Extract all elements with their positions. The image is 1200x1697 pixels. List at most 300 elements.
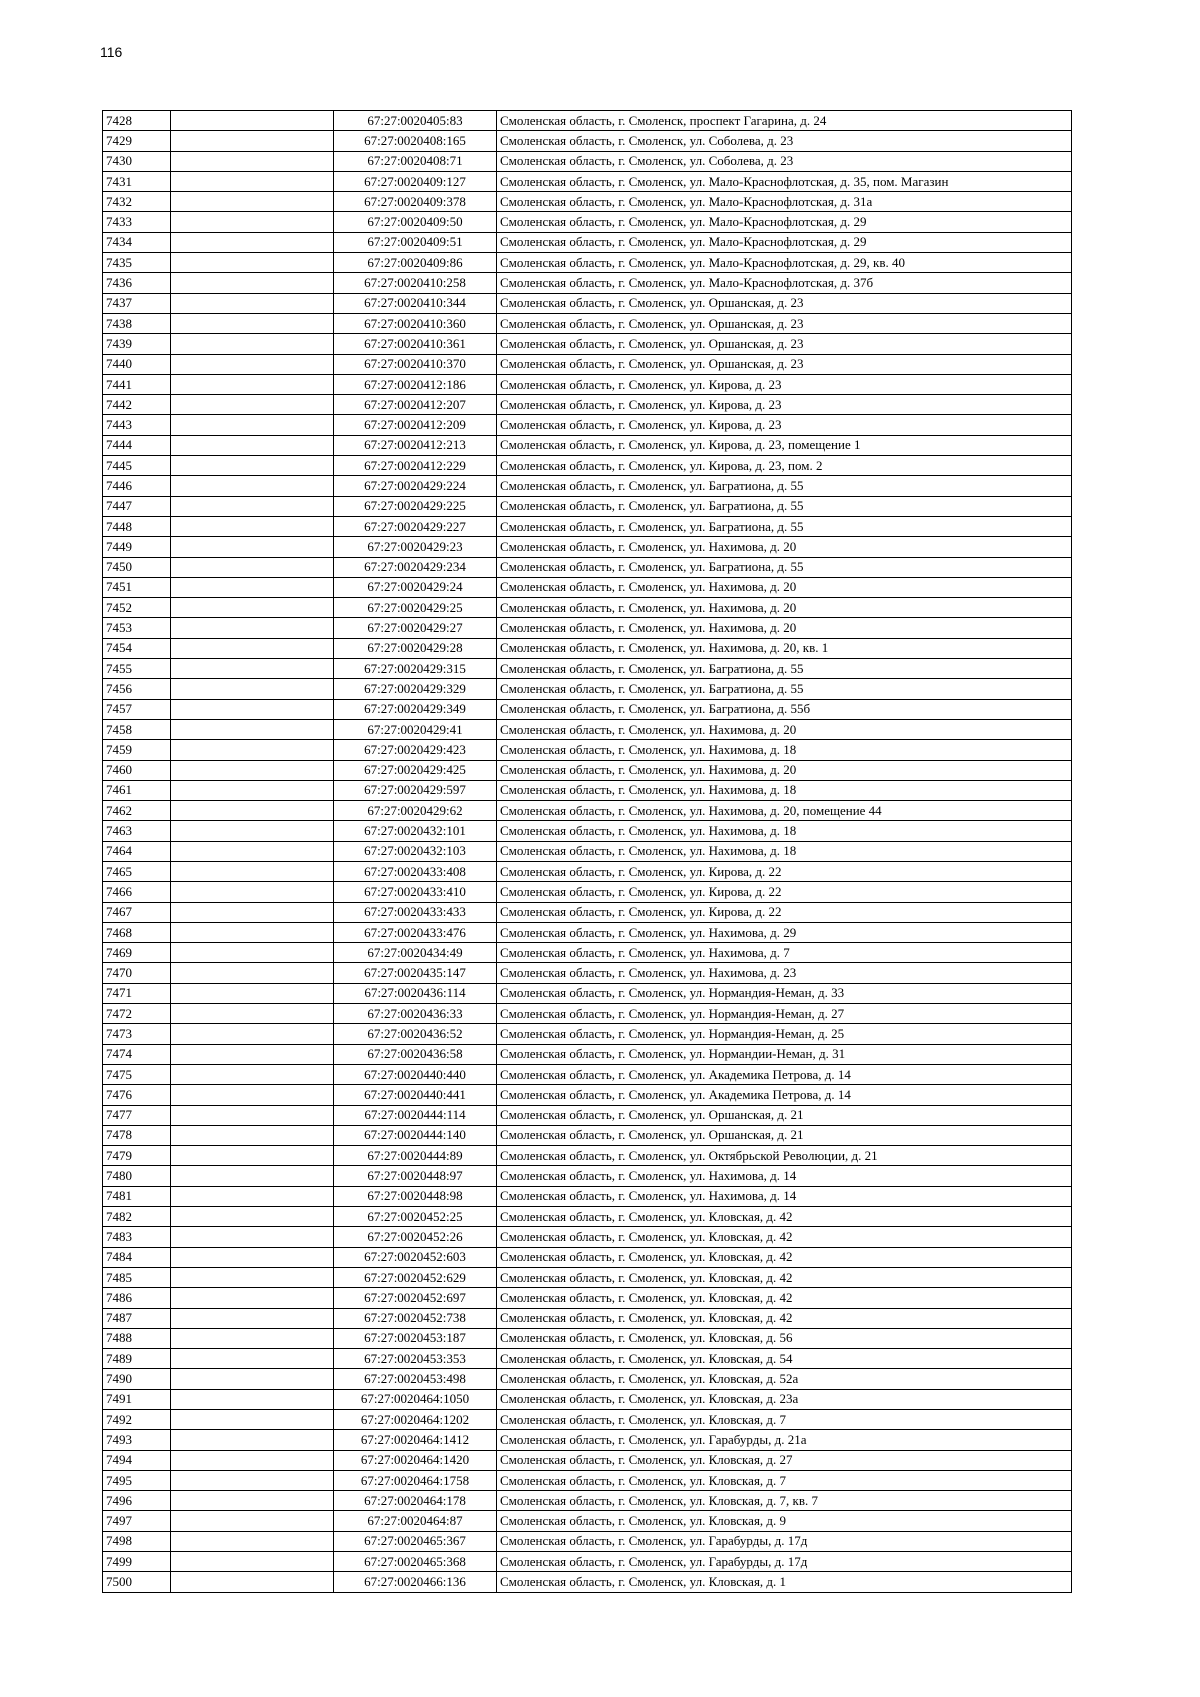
table-row [103, 273, 1072, 293]
blank-cell [171, 293, 334, 313]
table-row [103, 1531, 1072, 1551]
address-cell: Смоленская область, г. Смоленск, ул. Нахимова, д. 20 [497, 760, 1072, 780]
row-number-cell: 7500 [103, 1572, 171, 1592]
table-row [103, 1511, 1072, 1531]
address-cell: Смоленская область, г. Смоленск, ул. Нахимова, д. 20, помещение 44 [497, 801, 1072, 821]
blank-cell [171, 699, 334, 719]
address-cell: Смоленская область, г. Смоленск, ул. Нахимова, д. 20 [497, 618, 1072, 638]
address-cell: Смоленская область, г. Смоленск, ул. Кловская, д. 7 [497, 1410, 1072, 1430]
blank-cell [171, 212, 334, 232]
blank-cell [171, 760, 334, 780]
blank-cell [171, 1288, 334, 1308]
address-cell: Смоленская область, г. Смоленск, ул. Кирова, д. 22 [497, 902, 1072, 922]
row-number-cell: 7466 [103, 882, 171, 902]
address-cell: Смоленская область, г. Смоленск, ул. Багратиона, д. 55 [497, 659, 1072, 679]
cadastral-number-cell: 67:27:0020429:425 [334, 760, 497, 780]
cadastral-number-cell: 67:27:0020405:83 [334, 111, 497, 131]
address-cell: Смоленская область, г. Смоленск, ул. Нахимова, д. 14 [497, 1186, 1072, 1206]
address-cell: Смоленская область, г. Смоленск, ул. Нахимова, д. 20 [497, 537, 1072, 557]
cadastral-number-cell: 67:27:0020464:1412 [334, 1430, 497, 1450]
row-number-cell: 7443 [103, 415, 171, 435]
cadastral-number-cell: 67:27:0020453:187 [334, 1328, 497, 1348]
table-row [103, 1572, 1072, 1592]
address-cell: Смоленская область, г. Смоленск, ул. Нахимова, д. 29 [497, 922, 1072, 942]
table-row [103, 1125, 1072, 1145]
table-row [103, 1166, 1072, 1186]
row-number-cell: 7460 [103, 760, 171, 780]
row-number-cell: 7428 [103, 111, 171, 131]
address-cell: Смоленская область, г. Смоленск, проспект Гагарина, д. 24 [497, 111, 1072, 131]
table-row [103, 983, 1072, 1003]
cadastral-number-cell: 67:27:0020429:234 [334, 557, 497, 577]
address-cell: Смоленская область, г. Смоленск, ул. Мало-Краснофлотская, д. 29, кв. 40 [497, 253, 1072, 273]
address-cell: Смоленская область, г. Смоленск, ул. Кловская, д. 7, кв. 7 [497, 1491, 1072, 1511]
cadastral-number-cell: 67:27:0020440:440 [334, 1064, 497, 1084]
cadastral-number-cell: 67:27:0020432:101 [334, 821, 497, 841]
blank-cell [171, 253, 334, 273]
row-number-cell: 7441 [103, 374, 171, 394]
cadastral-number-cell: 67:27:0020429:27 [334, 618, 497, 638]
table-row [103, 943, 1072, 963]
table-row [103, 131, 1072, 151]
row-number-cell: 7497 [103, 1511, 171, 1531]
blank-cell [171, 1267, 334, 1287]
row-number-cell: 7485 [103, 1267, 171, 1287]
address-cell: Смоленская область, г. Смоленск, ул. Нормандия-Неман, д. 33 [497, 983, 1072, 1003]
table-row [103, 1470, 1072, 1490]
row-number-cell: 7448 [103, 516, 171, 536]
table-row [103, 1085, 1072, 1105]
table-row [103, 1064, 1072, 1084]
row-number-cell: 7439 [103, 334, 171, 354]
table-row [103, 861, 1072, 881]
address-cell: Смоленская область, г. Смоленск, ул. Соболева, д. 23 [497, 151, 1072, 171]
blank-cell [171, 415, 334, 435]
table-row [103, 557, 1072, 577]
address-cell: Смоленская область, г. Смоленск, ул. Октябрьской Революции, д. 21 [497, 1146, 1072, 1166]
table-row [103, 1450, 1072, 1470]
table-row [103, 963, 1072, 983]
cadastral-number-cell: 67:27:0020410:360 [334, 313, 497, 333]
blank-cell [171, 1125, 334, 1145]
cadastral-number-cell: 67:27:0020464:1050 [334, 1389, 497, 1409]
cadastral-number-cell: 67:27:0020452:629 [334, 1267, 497, 1287]
row-number-cell: 7429 [103, 131, 171, 151]
blank-cell [171, 1207, 334, 1227]
cadastral-number-cell: 67:27:0020412:207 [334, 395, 497, 415]
blank-cell [171, 435, 334, 455]
row-number-cell: 7470 [103, 963, 171, 983]
table-row [103, 537, 1072, 557]
table-row [103, 1227, 1072, 1247]
table-row [103, 516, 1072, 536]
row-number-cell: 7453 [103, 618, 171, 638]
table-row [103, 699, 1072, 719]
table-row [103, 882, 1072, 902]
blank-cell [171, 659, 334, 679]
cadastral-number-cell: 67:27:0020429:62 [334, 801, 497, 821]
blank-cell [171, 780, 334, 800]
cadastral-number-cell: 67:27:0020429:23 [334, 537, 497, 557]
row-number-cell: 7478 [103, 1125, 171, 1145]
blank-cell [171, 1105, 334, 1125]
row-number-cell: 7469 [103, 943, 171, 963]
row-number-cell: 7486 [103, 1288, 171, 1308]
row-number-cell: 7454 [103, 638, 171, 658]
table-row [103, 1491, 1072, 1511]
address-cell: Смоленская область, г. Смоленск, ул. Багратиона, д. 55 [497, 496, 1072, 516]
blank-cell [171, 1186, 334, 1206]
address-cell: Смоленская область, г. Смоленск, ул. Нормандия-Неман, д. 25 [497, 1024, 1072, 1044]
cadastral-number-cell: 67:27:0020409:51 [334, 232, 497, 252]
table-row [103, 1410, 1072, 1430]
address-cell: Смоленская область, г. Смоленск, ул. Оршанская, д. 23 [497, 293, 1072, 313]
page-number: 116 [100, 44, 123, 60]
table-row [103, 780, 1072, 800]
address-cell: Смоленская область, г. Смоленск, ул. Кловская, д. 23а [497, 1389, 1072, 1409]
blank-cell [171, 1085, 334, 1105]
blank-cell [171, 1531, 334, 1551]
address-cell: Смоленская область, г. Смоленск, ул. Кирова, д. 23, пом. 2 [497, 456, 1072, 476]
blank-cell [171, 922, 334, 942]
blank-cell [171, 983, 334, 1003]
blank-cell [171, 456, 334, 476]
row-number-cell: 7440 [103, 354, 171, 374]
row-number-cell: 7483 [103, 1227, 171, 1247]
blank-cell [171, 801, 334, 821]
table-row [103, 659, 1072, 679]
table-row [103, 476, 1072, 496]
cadastral-number-cell: 67:27:0020409:127 [334, 171, 497, 191]
table-row [103, 1288, 1072, 1308]
cadastral-number-cell: 67:27:0020433:408 [334, 861, 497, 881]
row-number-cell: 7432 [103, 192, 171, 212]
blank-cell [171, 476, 334, 496]
address-cell: Смоленская область, г. Смоленск, ул. Нахимова, д. 20, кв. 1 [497, 638, 1072, 658]
cadastral-number-cell: 67:27:0020452:738 [334, 1308, 497, 1328]
blank-cell [171, 1024, 334, 1044]
row-number-cell: 7465 [103, 861, 171, 881]
cadastral-number-cell: 67:27:0020465:367 [334, 1531, 497, 1551]
table-row [103, 638, 1072, 658]
table-row [103, 253, 1072, 273]
blank-cell [171, 943, 334, 963]
address-cell: Смоленская область, г. Смоленск, ул. Оршанская, д. 21 [497, 1105, 1072, 1125]
table-row [103, 111, 1072, 131]
cadastral-number-cell: 67:27:0020433:410 [334, 882, 497, 902]
row-number-cell: 7464 [103, 841, 171, 861]
address-cell: Смоленская область, г. Смоленск, ул. Нахимова, д. 20 [497, 719, 1072, 739]
address-cell: Смоленская область, г. Смоленск, ул. Мало-Краснофлотская, д. 37б [497, 273, 1072, 293]
row-number-cell: 7475 [103, 1064, 171, 1084]
table-row [103, 922, 1072, 942]
cadastral-number-cell: 67:27:0020436:33 [334, 1004, 497, 1024]
table-row [103, 841, 1072, 861]
address-cell: Смоленская область, г. Смоленск, ул. Кловская, д. 42 [497, 1207, 1072, 1227]
row-number-cell: 7434 [103, 232, 171, 252]
address-cell: Смоленская область, г. Смоленск, ул. Кловская, д. 42 [497, 1227, 1072, 1247]
address-cell: Смоленская область, г. Смоленск, ул. Кловская, д. 42 [497, 1288, 1072, 1308]
row-number-cell: 7451 [103, 577, 171, 597]
blank-cell [171, 232, 334, 252]
cadastral-number-cell: 67:27:0020429:41 [334, 719, 497, 739]
address-cell: Смоленская область, г. Смоленск, ул. Нахимова, д. 20 [497, 598, 1072, 618]
table-row [103, 232, 1072, 252]
address-cell: Смоленская область, г. Смоленск, ул. Кирова, д. 22 [497, 861, 1072, 881]
address-cell: Смоленская область, г. Смоленск, ул. Гарабурды, д. 17д [497, 1552, 1072, 1572]
blank-cell [171, 1146, 334, 1166]
table-row [103, 395, 1072, 415]
table-row [103, 1024, 1072, 1044]
blank-cell [171, 719, 334, 739]
cadastral-number-cell: 67:27:0020464:1202 [334, 1410, 497, 1430]
address-cell: Смоленская область, г. Смоленск, ул. Академика Петрова, д. 14 [497, 1085, 1072, 1105]
cadastral-number-cell: 67:27:0020429:349 [334, 699, 497, 719]
blank-cell [171, 516, 334, 536]
row-number-cell: 7499 [103, 1552, 171, 1572]
address-cell: Смоленская область, г. Смоленск, ул. Багратиона, д. 55 [497, 557, 1072, 577]
address-cell: Смоленская область, г. Смоленск, ул. Багратиона, д. 55 [497, 679, 1072, 699]
address-cell: Смоленская область, г. Смоленск, ул. Соболева, д. 23 [497, 131, 1072, 151]
blank-cell [171, 902, 334, 922]
address-cell: Смоленская область, г. Смоленск, ул. Кловская, д. 56 [497, 1328, 1072, 1348]
blank-cell [171, 131, 334, 151]
row-number-cell: 7488 [103, 1328, 171, 1348]
address-cell: Смоленская область, г. Смоленск, ул. Нахимова, д. 14 [497, 1166, 1072, 1186]
address-cell: Смоленская область, г. Смоленск, ул. Оршанская, д. 23 [497, 354, 1072, 374]
blank-cell [171, 1328, 334, 1348]
table-row [103, 1349, 1072, 1369]
row-number-cell: 7455 [103, 659, 171, 679]
table-row [103, 293, 1072, 313]
property-registry-table [102, 110, 1072, 1593]
row-number-cell: 7436 [103, 273, 171, 293]
row-number-cell: 7493 [103, 1430, 171, 1450]
blank-cell [171, 1511, 334, 1531]
row-number-cell: 7452 [103, 598, 171, 618]
cadastral-number-cell: 67:27:0020409:378 [334, 192, 497, 212]
row-number-cell: 7433 [103, 212, 171, 232]
blank-cell [171, 1308, 334, 1328]
cadastral-number-cell: 67:27:0020410:361 [334, 334, 497, 354]
row-number-cell: 7449 [103, 537, 171, 557]
cadastral-number-cell: 67:27:0020429:423 [334, 740, 497, 760]
blank-cell [171, 1450, 334, 1470]
blank-cell [171, 334, 334, 354]
address-cell: Смоленская область, г. Смоленск, ул. Кирова, д. 22 [497, 882, 1072, 902]
cadastral-number-cell: 67:27:0020436:114 [334, 983, 497, 1003]
row-number-cell: 7479 [103, 1146, 171, 1166]
cadastral-number-cell: 67:27:0020408:71 [334, 151, 497, 171]
table-row [103, 1186, 1072, 1206]
address-cell: Смоленская область, г. Смоленск, ул. Кловская, д. 52а [497, 1369, 1072, 1389]
row-number-cell: 7456 [103, 679, 171, 699]
address-cell: Смоленская область, г. Смоленск, ул. Нахимова, д. 18 [497, 740, 1072, 760]
row-number-cell: 7468 [103, 922, 171, 942]
table-row [103, 374, 1072, 394]
cadastral-number-cell: 67:27:0020409:50 [334, 212, 497, 232]
blank-cell [171, 618, 334, 638]
table-row [103, 151, 1072, 171]
table-row [103, 801, 1072, 821]
cadastral-number-cell: 67:27:0020440:441 [334, 1085, 497, 1105]
row-number-cell: 7484 [103, 1247, 171, 1267]
address-cell: Смоленская область, г. Смоленск, ул. Багратиона, д. 55б [497, 699, 1072, 719]
address-cell: Смоленская область, г. Смоленск, ул. Кловская, д. 27 [497, 1450, 1072, 1470]
cadastral-number-cell: 67:27:0020448:97 [334, 1166, 497, 1186]
cadastral-number-cell: 67:27:0020410:258 [334, 273, 497, 293]
cadastral-number-cell: 67:27:0020412:186 [334, 374, 497, 394]
blank-cell [171, 1044, 334, 1064]
address-cell: Смоленская область, г. Смоленск, ул. Оршанская, д. 21 [497, 1125, 1072, 1145]
address-cell: Смоленская область, г. Смоленск, ул. Мало-Краснофлотская, д. 29 [497, 212, 1072, 232]
table-row [103, 1207, 1072, 1227]
address-cell: Смоленская область, г. Смоленск, ул. Кловская, д. 54 [497, 1349, 1072, 1369]
table-row [103, 1369, 1072, 1389]
address-cell: Смоленская область, г. Смоленск, ул. Нормандии-Неман, д. 31 [497, 1044, 1072, 1064]
address-cell: Смоленская область, г. Смоленск, ул. Кловская, д. 42 [497, 1247, 1072, 1267]
table-row [103, 171, 1072, 191]
cadastral-number-cell: 67:27:0020452:697 [334, 1288, 497, 1308]
address-cell: Смоленская область, г. Смоленск, ул. Нахимова, д. 18 [497, 780, 1072, 800]
blank-cell [171, 1572, 334, 1592]
blank-cell [171, 111, 334, 131]
row-number-cell: 7435 [103, 253, 171, 273]
row-number-cell: 7446 [103, 476, 171, 496]
table-row [103, 1308, 1072, 1328]
table-row [103, 618, 1072, 638]
blank-cell [171, 171, 334, 191]
address-cell: Смоленская область, г. Смоленск, ул. Оршанская, д. 23 [497, 334, 1072, 354]
table-row [103, 598, 1072, 618]
blank-cell [171, 638, 334, 658]
blank-cell [171, 1410, 334, 1430]
row-number-cell: 7477 [103, 1105, 171, 1125]
cadastral-number-cell: 67:27:0020433:476 [334, 922, 497, 942]
cadastral-number-cell: 67:27:0020429:597 [334, 780, 497, 800]
row-number-cell: 7444 [103, 435, 171, 455]
address-cell: Смоленская область, г. Смоленск, ул. Багратиона, д. 55 [497, 476, 1072, 496]
blank-cell [171, 1004, 334, 1024]
address-cell: Смоленская область, г. Смоленск, ул. Гарабурды, д. 21а [497, 1430, 1072, 1450]
cadastral-number-cell: 67:27:0020436:52 [334, 1024, 497, 1044]
blank-cell [171, 1369, 334, 1389]
address-cell: Смоленская область, г. Смоленск, ул. Нормандия-Неман, д. 27 [497, 1004, 1072, 1024]
blank-cell [171, 557, 334, 577]
row-number-cell: 7489 [103, 1349, 171, 1369]
row-number-cell: 7473 [103, 1024, 171, 1044]
row-number-cell: 7431 [103, 171, 171, 191]
row-number-cell: 7450 [103, 557, 171, 577]
table-row [103, 1146, 1072, 1166]
table-row [103, 821, 1072, 841]
blank-cell [171, 861, 334, 881]
blank-cell [171, 841, 334, 861]
table-row [103, 1328, 1072, 1348]
cadastral-number-cell: 67:27:0020429:315 [334, 659, 497, 679]
table-row [103, 456, 1072, 476]
cadastral-number-cell: 67:27:0020410:344 [334, 293, 497, 313]
cadastral-number-cell: 67:27:0020453:353 [334, 1349, 497, 1369]
blank-cell [171, 1389, 334, 1409]
blank-cell [171, 1470, 334, 1490]
table-row [103, 679, 1072, 699]
blank-cell [171, 1552, 334, 1572]
cadastral-number-cell: 67:27:0020412:209 [334, 415, 497, 435]
table-row [103, 1044, 1072, 1064]
cadastral-number-cell: 67:27:0020436:58 [334, 1044, 497, 1064]
address-cell: Смоленская область, г. Смоленск, ул. Нахимова, д. 7 [497, 943, 1072, 963]
row-number-cell: 7442 [103, 395, 171, 415]
blank-cell [171, 192, 334, 212]
table-row [103, 334, 1072, 354]
table-row [103, 1105, 1072, 1125]
table-row [103, 1247, 1072, 1267]
row-number-cell: 7482 [103, 1207, 171, 1227]
cadastral-number-cell: 67:27:0020444:89 [334, 1146, 497, 1166]
table-row [103, 1430, 1072, 1450]
table-row [103, 496, 1072, 516]
cadastral-number-cell: 67:27:0020444:140 [334, 1125, 497, 1145]
table-row [103, 740, 1072, 760]
cadastral-number-cell: 67:27:0020464:1758 [334, 1470, 497, 1490]
blank-cell [171, 1491, 334, 1511]
table-row [103, 1552, 1072, 1572]
cadastral-number-cell: 67:27:0020429:25 [334, 598, 497, 618]
address-cell: Смоленская область, г. Смоленск, ул. Кловская, д. 7 [497, 1470, 1072, 1490]
cadastral-number-cell: 67:27:0020412:213 [334, 435, 497, 455]
cadastral-number-cell: 67:27:0020429:224 [334, 476, 497, 496]
address-cell: Смоленская область, г. Смоленск, ул. Кловская, д. 42 [497, 1308, 1072, 1328]
address-cell: Смоленская область, г. Смоленск, ул. Мало-Краснофлотская, д. 29 [497, 232, 1072, 252]
cadastral-number-cell: 67:27:0020448:98 [334, 1186, 497, 1206]
blank-cell [171, 1430, 334, 1450]
blank-cell [171, 882, 334, 902]
blank-cell [171, 1247, 334, 1267]
row-number-cell: 7480 [103, 1166, 171, 1186]
address-cell: Смоленская область, г. Смоленск, ул. Мало-Краснофлотская, д. 35, пом. Магазин [497, 171, 1072, 191]
cadastral-number-cell: 67:27:0020465:368 [334, 1552, 497, 1572]
cadastral-number-cell: 67:27:0020429:225 [334, 496, 497, 516]
blank-cell [171, 374, 334, 394]
row-number-cell: 7474 [103, 1044, 171, 1064]
row-number-cell: 7476 [103, 1085, 171, 1105]
address-cell: Смоленская область, г. Смоленск, ул. Кирова, д. 23, помещение 1 [497, 435, 1072, 455]
cadastral-number-cell: 67:27:0020466:136 [334, 1572, 497, 1592]
address-cell: Смоленская область, г. Смоленск, ул. Гарабурды, д. 17д [497, 1531, 1072, 1551]
row-number-cell: 7437 [103, 293, 171, 313]
row-number-cell: 7481 [103, 1186, 171, 1206]
cadastral-number-cell: 67:27:0020429:227 [334, 516, 497, 536]
row-number-cell: 7490 [103, 1369, 171, 1389]
blank-cell [171, 740, 334, 760]
table-row [103, 1389, 1072, 1409]
blank-cell [171, 151, 334, 171]
address-cell: Смоленская область, г. Смоленск, ул. Кирова, д. 23 [497, 395, 1072, 415]
cadastral-number-cell: 67:27:0020432:103 [334, 841, 497, 861]
row-number-cell: 7430 [103, 151, 171, 171]
registry-table-body [103, 111, 1072, 1593]
cadastral-number-cell: 67:27:0020410:370 [334, 354, 497, 374]
row-number-cell: 7462 [103, 801, 171, 821]
row-number-cell: 7495 [103, 1470, 171, 1490]
blank-cell [171, 395, 334, 415]
cadastral-number-cell: 67:27:0020408:165 [334, 131, 497, 151]
address-cell: Смоленская область, г. Смоленск, ул. Кловская, д. 1 [497, 1572, 1072, 1592]
cadastral-number-cell: 67:27:0020429:24 [334, 577, 497, 597]
cadastral-number-cell: 67:27:0020464:178 [334, 1491, 497, 1511]
cadastral-number-cell: 67:27:0020434:49 [334, 943, 497, 963]
